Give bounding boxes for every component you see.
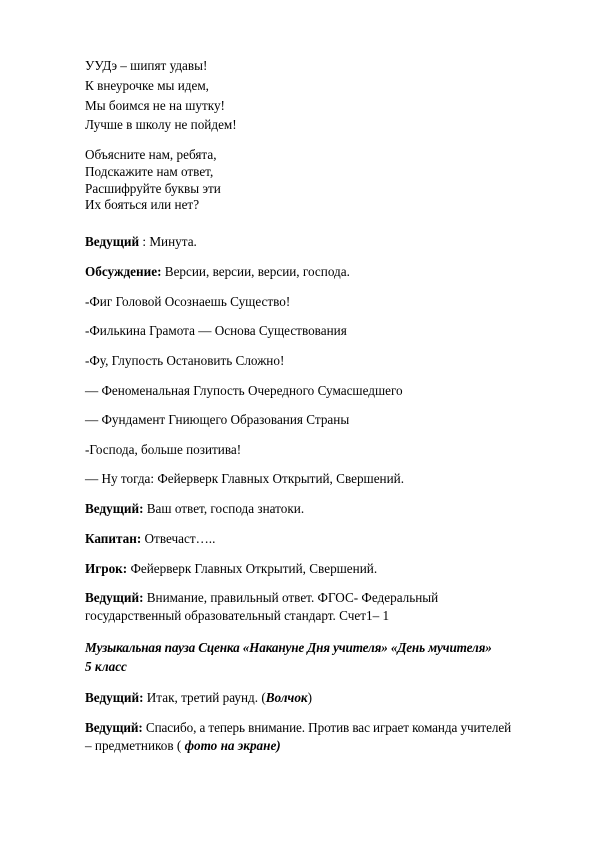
poem-line: Мы боимся не на шутку! (85, 98, 225, 113)
version-line: -Филькина Грамота — Основа Существования (85, 323, 347, 338)
paragraph-host-correct (85, 590, 438, 606)
speaker-label: Ведущий: (85, 720, 143, 735)
speaker-label: Ведущий: (85, 590, 144, 605)
paragraph-text: Отвечаст….. (141, 531, 216, 546)
version-line: — Феноменальная Глупость Очередного Сумасшедшего (85, 383, 403, 398)
version-line: -Фиг Головой Осознаешь Существо! (85, 294, 291, 309)
musical-pause-heading: Музыкальная пауза Сценка «Накануне Дня учителя» «День мучителя» (85, 640, 492, 655)
poem-line: УУДэ – шипят удавы! (85, 58, 208, 73)
poem-line: К внеурочке мы идем, (85, 78, 209, 93)
paragraph-text-line2: государственный образовательный стандарт. Счет1– 1 (85, 608, 390, 623)
speaker-label: Обсуждение: (85, 264, 162, 279)
speaker-label: Ведущий (85, 234, 140, 249)
speaker-label: Ведущий: (85, 690, 144, 705)
paragraph-text-line2 (85, 738, 281, 754)
poem-line: Их бояться или нет? (85, 197, 200, 212)
paragraph-host-round (85, 690, 312, 706)
poem-line: Лучше в школу не пойдем! (85, 117, 237, 132)
poem-line: Расшифруйте буквы эти (85, 181, 221, 196)
paragraph-text: : Минута. (139, 234, 197, 249)
paragraph-host-thanks (85, 720, 511, 736)
paragraph-player (85, 561, 377, 577)
paragraph-host-minute (85, 234, 197, 250)
paragraph-host-answer (85, 501, 304, 517)
paragraph-text: Внимание, правильный ответ. ФГОС- Федеральный (143, 590, 439, 605)
paragraph-text: – предметников ( (85, 738, 182, 753)
paragraph-emphasis: фото на экране) (181, 738, 281, 753)
poem-line: Подскажите нам ответ, (85, 164, 214, 179)
paragraph-text: ) (307, 690, 313, 705)
version-line: -Фу, Глупость Остановить Сложно! (85, 353, 285, 368)
paragraph-captain (85, 531, 215, 547)
speaker-label: Игрок: (85, 561, 128, 576)
paragraph-discussion (85, 264, 350, 280)
speaker-label: Капитан: (85, 531, 142, 546)
musical-pause-class: 5 класс (85, 659, 127, 674)
speaker-label: Ведущий: (85, 501, 144, 516)
version-line: — Фундамент Гниющего Образования Страны (85, 412, 350, 427)
paragraph-emphasis: Волчок (265, 690, 308, 705)
poem-line: Объясните нам, ребята, (85, 147, 217, 162)
paragraph-text: Ваш ответ, господа знатоки. (143, 501, 305, 516)
paragraph-text: Фейерверк Главных Открытий, Свершений. (127, 561, 378, 576)
paragraph-text: Версии, версии, версии, господа. (161, 264, 350, 279)
paragraph-text: Спасибо, а теперь внимание. Против вас играет команда учителей (142, 720, 512, 735)
paragraph-text: Итак, третий раунд. ( (143, 690, 266, 705)
version-line: -Господа, больше позитива! (85, 442, 242, 457)
version-line: — Ну тогда: Фейерверк Главных Открытий, Свершений. (85, 471, 405, 486)
